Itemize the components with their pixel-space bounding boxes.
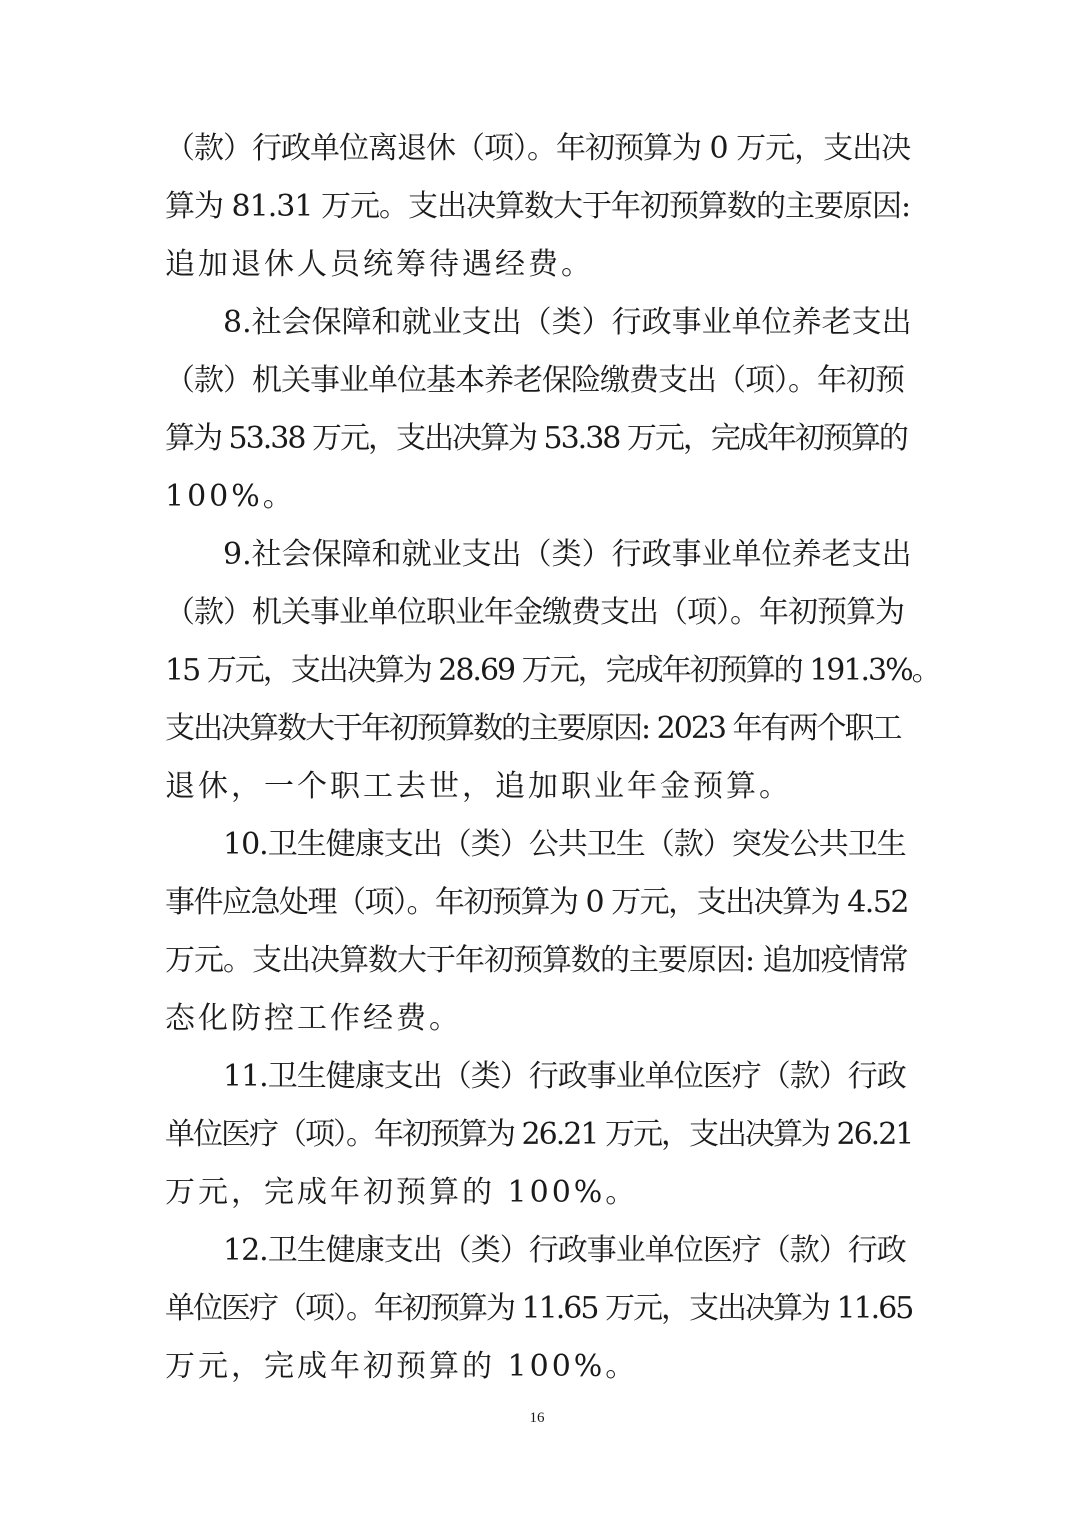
text-line: 11.卫生健康支出（类）行政事业单位医疗（款）行政 xyxy=(223,1059,906,1094)
text-line: 8.社会保障和就业支出（类）行政事业单位养老支出 xyxy=(223,305,912,340)
text-line: 15 万元，支出决算为 28.69 万元，完成年初预算的 191.3%。 xyxy=(165,653,940,688)
text-line: 12.卫生健康支出（类）行政事业单位医疗（款）行政 xyxy=(223,1233,906,1268)
text-line: 支出决算数大于年初预算数的主要原因: 2023 年有两个职工 xyxy=(165,711,901,746)
text-line: 算为 53.38 万元，支出决算为 53.38 万元，完成年初预算的 xyxy=(165,421,907,456)
paragraph-continuation xyxy=(165,120,913,294)
text-line: 10.卫生健康支出（类）公共卫生（款）突发公共卫生 xyxy=(223,827,906,862)
text-line: 万元。支出决算数大于年初预算数的主要原因: 追加疫情常 xyxy=(165,943,908,978)
text-line: 态化防控工作经费。 xyxy=(165,1001,462,1036)
paragraph-item-10 xyxy=(165,816,913,1048)
paragraph-item-9 xyxy=(165,526,940,816)
document-body xyxy=(165,120,940,1396)
paragraph-item-12 xyxy=(165,1222,913,1396)
paragraph-item-11 xyxy=(165,1048,913,1222)
page-number: 16 xyxy=(529,1410,545,1426)
text-line: 事件应急处理（项）。年初预算为 0 万元，支出决算为 4.52 xyxy=(165,885,908,920)
text-line: 追加退休人员统筹待遇经费。 xyxy=(165,247,594,282)
text-line: 算为 81.31 万元。支出决算数大于年初预算数的主要原因: xyxy=(165,189,911,224)
text-line: 万元，完成年初预算的 100%。 xyxy=(165,1349,639,1384)
text-line: 退休，一个职工去世，追加职业年金预算。 xyxy=(165,769,792,804)
text-line: （款）行政单位离退休（项）。年初预算为 0 万元，支出决 xyxy=(165,131,911,166)
text-line: （款）机关事业单位职业年金缴费支出（项）。年初预算为 xyxy=(165,595,904,630)
text-line: 100%。 xyxy=(165,479,296,514)
text-line: 万元，完成年初预算的 100%。 xyxy=(165,1175,639,1210)
paragraph-item-8 xyxy=(165,294,913,526)
text-line: 单位医疗（项）。年初预算为 11.65 万元，支出决算为 11.65 xyxy=(165,1291,913,1326)
text-line: 9.社会保障和就业支出（类）行政事业单位养老支出 xyxy=(223,537,912,572)
text-line: 单位医疗（项）。年初预算为 26.21 万元，支出决算为 26.21 xyxy=(165,1117,913,1152)
text-line: （款）机关事业单位基本养老保险缴费支出（项）。年初预 xyxy=(165,363,904,398)
